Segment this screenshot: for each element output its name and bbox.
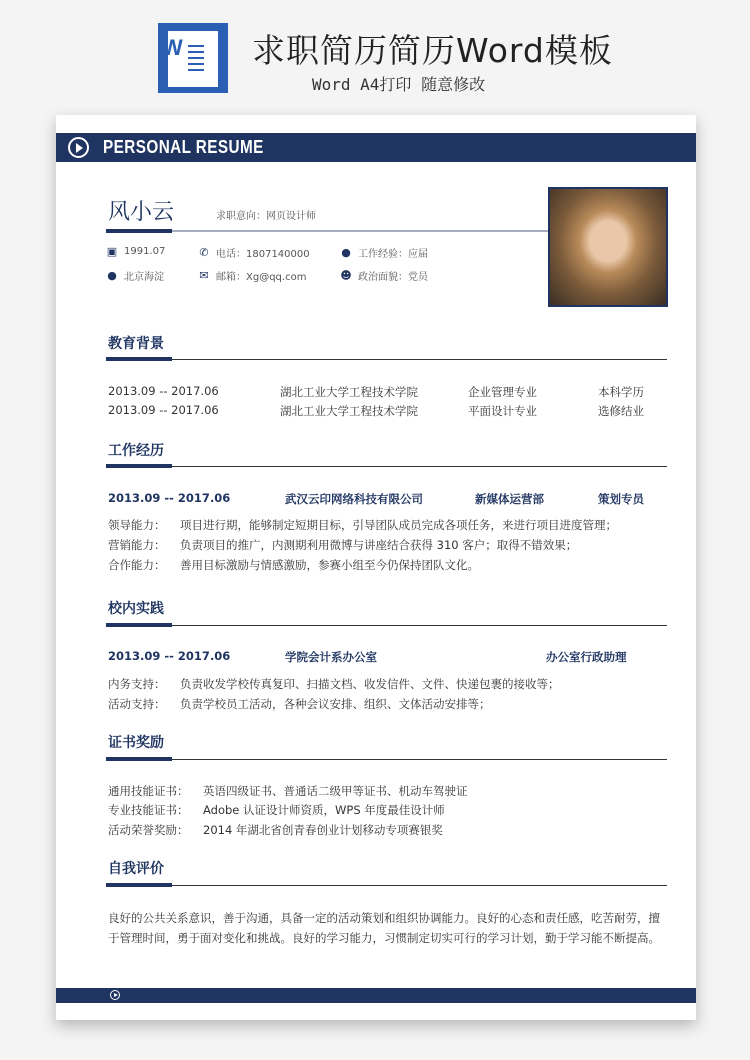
job-intent: 求职意向：网页设计师 bbox=[216, 211, 316, 222]
edu-degree: 选修结业 bbox=[598, 404, 644, 418]
campus-item-text: 负责收发学校传真复印、扫描文档、收发信件、文件、快递包裹的接收等； bbox=[180, 677, 560, 691]
phone: 电话：1807140000 bbox=[216, 249, 310, 260]
experience: 工作经验：应届 bbox=[358, 249, 428, 260]
email: 邮箱：Xg@qq.com bbox=[216, 272, 307, 283]
footer-bar bbox=[56, 988, 696, 1003]
politics: 政治面貌：党员 bbox=[358, 272, 428, 283]
phone-info bbox=[198, 245, 310, 260]
experience-info bbox=[340, 245, 428, 260]
word-logo bbox=[158, 23, 228, 93]
cert-label: 专业技能证书： bbox=[108, 803, 189, 817]
location-info bbox=[106, 268, 164, 283]
campus-item-label: 活动支持： bbox=[108, 697, 166, 711]
word-logo-letter: W bbox=[162, 35, 183, 60]
divider-accent bbox=[106, 229, 172, 233]
chat-bubble-icon: ● bbox=[341, 246, 351, 259]
cert-text: 2014 年湖北省创青春创业计划移动专项赛银奖 bbox=[203, 823, 443, 837]
politics-info bbox=[340, 268, 428, 283]
section-divider bbox=[106, 466, 667, 467]
cert-label: 通用技能证书： bbox=[108, 784, 189, 798]
resume-banner bbox=[56, 133, 696, 162]
cert-label: 活动荣誉奖励： bbox=[108, 823, 189, 837]
user-icon: ☻ bbox=[340, 269, 352, 282]
section-divider bbox=[106, 359, 667, 360]
self-evaluation-text: 良好的公共关系意识，善于沟通，具备一定的活动策划和组织协调能力。良好的心态和责任感，吃苦耐劳，擅于管理时间，勇于面对变化和挑战。良好的学习能力，习惯制定切实可行的学习计划，勤于学习能不断提高。 bbox=[108, 911, 660, 945]
campus-item-text: 负责学校员工活动，各种会议安排、组织、文体活动安排等； bbox=[180, 697, 491, 711]
cert-text: 英语四级证书、普通话二级甲等证书、机动车驾驶证 bbox=[203, 784, 468, 798]
calendar-icon: ▣ bbox=[106, 245, 118, 258]
section-divider-accent bbox=[106, 883, 172, 887]
section-divider-accent bbox=[106, 357, 172, 361]
edu-degree: 本科学历 bbox=[598, 385, 644, 399]
section-divider bbox=[106, 625, 667, 626]
birth-date: 1991.07 bbox=[124, 246, 166, 257]
section-title-campus: 校内实践 bbox=[108, 601, 164, 617]
campus-period: 2013.09 -- 2017.06 bbox=[108, 649, 231, 663]
work-item-text: 项目进行期，能够制定短期目标，引导团队成员完成各项任务，来进行项目进度管理； bbox=[180, 518, 617, 532]
work-dept: 新媒体运营部 bbox=[475, 492, 544, 506]
work-item-label: 合作能力： bbox=[108, 558, 166, 572]
work-item-text: 善用目标激励与情感激励，参赛小组至今仍保持团队文化。 bbox=[180, 558, 479, 572]
edu-major: 企业管理专业 bbox=[468, 385, 537, 399]
campus-role: 办公室行政助理 bbox=[546, 650, 627, 664]
work-item-text: 负责项目的推广，内测期利用微博与讲座结合获得 310 客户；取得不错效果； bbox=[180, 538, 578, 552]
section-divider-accent bbox=[106, 623, 172, 627]
section-title-education: 教育背景 bbox=[108, 336, 164, 352]
template-title: 求职简历简历Word模板 bbox=[252, 31, 613, 70]
edu-school: 湖北工业大学工程技术学院 bbox=[280, 404, 418, 418]
resume-page bbox=[56, 115, 696, 1020]
work-period: 2013.09 -- 2017.06 bbox=[108, 491, 231, 505]
edu-period: 2013.09 -- 2017.06 bbox=[108, 403, 219, 417]
campus-org: 学院会计系办公室 bbox=[285, 650, 377, 664]
divider bbox=[106, 230, 548, 232]
work-item-label: 营销能力： bbox=[108, 538, 166, 552]
play-icon bbox=[68, 137, 89, 158]
location: 北京海淀 bbox=[124, 272, 164, 283]
profile-photo bbox=[548, 187, 668, 307]
section-divider-accent bbox=[106, 464, 172, 468]
edu-school: 湖北工业大学工程技术学院 bbox=[280, 385, 418, 399]
banner-title: PERSONAL RESUME bbox=[103, 137, 264, 157]
work-item-label: 领导能力： bbox=[108, 518, 166, 532]
birth-info bbox=[106, 245, 165, 258]
mail-icon: ✉ bbox=[199, 269, 209, 282]
section-divider bbox=[106, 885, 667, 886]
section-divider-accent bbox=[106, 757, 172, 761]
template-subtitle: Word A4打印 随意修改 bbox=[312, 75, 486, 94]
work-company: 武汉云印网络科技有限公司 bbox=[285, 492, 423, 506]
section-title-self: 自我评价 bbox=[108, 861, 164, 877]
campus-item-label: 内务支持： bbox=[108, 677, 166, 691]
play-icon bbox=[110, 990, 120, 1000]
phone-icon: ✆ bbox=[199, 246, 209, 259]
section-title-certs: 证书奖励 bbox=[108, 735, 164, 751]
location-pin-icon: ● bbox=[107, 269, 117, 282]
edu-major: 平面设计专业 bbox=[468, 404, 537, 418]
cert-text: Adobe 认证设计师资质，WPS 年度最佳设计师 bbox=[203, 803, 445, 817]
email-info bbox=[198, 268, 306, 283]
section-title-work: 工作经历 bbox=[108, 443, 164, 459]
edu-period: 2013.09 -- 2017.06 bbox=[108, 384, 219, 398]
candidate-name: 风小云 bbox=[108, 200, 175, 225]
section-divider bbox=[106, 759, 667, 760]
work-role: 策划专员 bbox=[598, 492, 644, 506]
